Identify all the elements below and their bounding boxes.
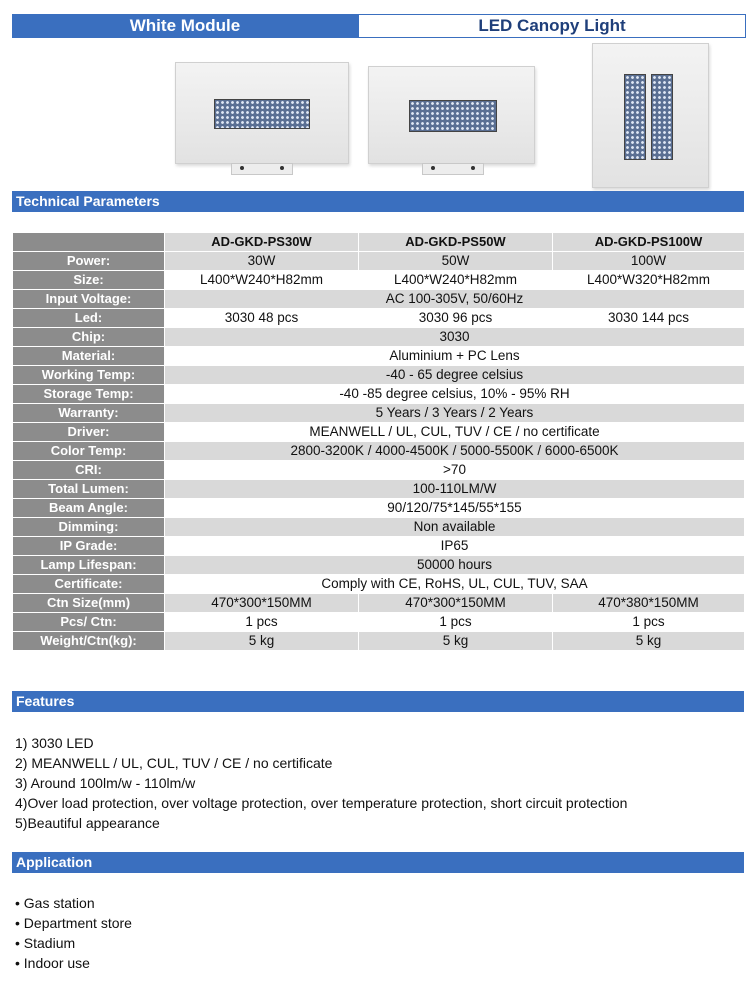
row-label: Ctn Size(mm)	[13, 594, 165, 613]
list-item: 4)Over load protection, over voltage protection, over temperature protection, short circuit protection	[15, 795, 628, 811]
table-cell: 3030 48 pcs	[165, 309, 359, 328]
table-cell: AC 100-305V, 50/60Hz	[165, 290, 745, 309]
row-label: Certificate:	[13, 575, 165, 594]
table-cell: 1 pcs	[359, 613, 553, 632]
table-cell: 5 kg	[553, 632, 745, 651]
led-canopy-light-title: LED Canopy Light	[358, 14, 746, 38]
table-row	[13, 575, 745, 594]
table-cell: 470*300*150MM	[165, 594, 359, 613]
row-label: Driver:	[13, 423, 165, 442]
table-cell: IP65	[165, 537, 745, 556]
table-cell: 50000 hours	[165, 556, 745, 575]
row-label: Power:	[13, 252, 165, 271]
row-label: Dimming:	[13, 518, 165, 537]
features-heading: Features	[12, 691, 744, 712]
table-cell: L400*W240*H82mm	[359, 271, 553, 290]
row-label: Total Lumen:	[13, 480, 165, 499]
table-cell: 5 kg	[359, 632, 553, 651]
table-row	[13, 499, 745, 518]
row-label: Led:	[13, 309, 165, 328]
table-row	[13, 385, 745, 404]
table-cell: 100W	[553, 252, 745, 271]
table-row	[13, 423, 745, 442]
table-row	[13, 309, 745, 328]
application-list	[15, 893, 132, 973]
table-row	[13, 461, 745, 480]
row-label: Material:	[13, 347, 165, 366]
list-item: • Stadium	[15, 935, 76, 951]
table-row	[13, 328, 745, 347]
model-header: AD-GKD-PS30W	[165, 233, 359, 252]
row-label: CRI:	[13, 461, 165, 480]
led-array-100w-left	[624, 74, 646, 160]
table-cell: L400*W320*H82mm	[553, 271, 745, 290]
table-row	[13, 252, 745, 271]
table-cell: L400*W240*H82mm	[165, 271, 359, 290]
table-cell: 470*300*150MM	[359, 594, 553, 613]
table-cell: 50W	[359, 252, 553, 271]
table-cell: 90/120/75*145/55*155	[165, 499, 745, 518]
features-list	[15, 733, 627, 833]
table-row	[13, 480, 745, 499]
list-item: • Department store	[15, 915, 132, 931]
technical-parameters-heading: Technical Parameters	[12, 191, 744, 212]
row-label: Storage Temp:	[13, 385, 165, 404]
spec-table	[12, 232, 745, 651]
table-cell: 470*380*150MM	[553, 594, 745, 613]
application-heading: Application	[12, 852, 744, 873]
list-item: 5)Beautiful appearance	[15, 815, 160, 831]
top-header	[12, 14, 744, 38]
table-cell: MEANWELL / UL, CUL, TUV / CE / no certificate	[165, 423, 745, 442]
table-cell: Comply with CE, RoHS, UL, CUL, TUV, SAA	[165, 575, 745, 594]
table-cell: 3030 144 pcs	[553, 309, 745, 328]
table-cell: 1 pcs	[165, 613, 359, 632]
table-cell: 30W	[165, 252, 359, 271]
row-label: Size:	[13, 271, 165, 290]
row-label: Color Temp:	[13, 442, 165, 461]
white-module-title: White Module	[12, 14, 358, 38]
row-label: Working Temp:	[13, 366, 165, 385]
list-item: • Indoor use	[15, 955, 90, 971]
table-row	[13, 613, 745, 632]
table-cell: 1 pcs	[553, 613, 745, 632]
list-item: 1) 3030 LED	[15, 735, 94, 751]
table-cell: 3030 96 pcs	[359, 309, 553, 328]
list-item: 2) MEANWELL / UL, CUL, TUV / CE / no certificate	[15, 755, 333, 771]
product-image-30w	[175, 62, 349, 164]
table-row	[13, 442, 745, 461]
row-label: IP Grade:	[13, 537, 165, 556]
table-cell: -40 -85 degree celsius, 10% - 95% RH	[165, 385, 745, 404]
row-label: Input Voltage:	[13, 290, 165, 309]
spec-table-body	[13, 252, 745, 651]
row-label: Lamp Lifespan:	[13, 556, 165, 575]
table-cell: -40 - 65 degree celsius	[165, 366, 745, 385]
table-row	[13, 347, 745, 366]
table-cell: 5 kg	[165, 632, 359, 651]
model-header: AD-GKD-PS100W	[553, 233, 745, 252]
table-row	[13, 594, 745, 613]
table-cell: Aluminium + PC Lens	[165, 347, 745, 366]
table-cell: Non available	[165, 518, 745, 537]
model-header: AD-GKD-PS50W	[359, 233, 553, 252]
table-row	[13, 537, 745, 556]
product-image-50w	[368, 66, 535, 164]
table-header-row	[13, 233, 745, 252]
row-label: Warranty:	[13, 404, 165, 423]
table-cell: 2800-3200K / 4000-4500K / 5000-5500K / 6000-6500K	[165, 442, 745, 461]
table-cell: >70	[165, 461, 745, 480]
row-label: Pcs/ Ctn:	[13, 613, 165, 632]
table-cell: 5 Years / 3 Years / 2 Years	[165, 404, 745, 423]
list-item: • Gas station	[15, 895, 95, 911]
row-label: Chip:	[13, 328, 165, 347]
table-row	[13, 632, 745, 651]
row-label: Weight/Ctn(kg):	[13, 632, 165, 651]
table-row	[13, 404, 745, 423]
table-row	[13, 290, 745, 309]
table-row	[13, 366, 745, 385]
row-label: Beam Angle:	[13, 499, 165, 518]
table-row	[13, 556, 745, 575]
led-array-50w	[409, 100, 497, 132]
list-item: 3) Around 100lm/w - 110lm/w	[15, 775, 196, 791]
product-image-100w	[592, 43, 709, 188]
table-cell: 100-110LM/W	[165, 480, 745, 499]
led-array-100w-right	[651, 74, 673, 160]
table-row	[13, 271, 745, 290]
table-cell: 3030	[165, 328, 745, 347]
table-corner	[13, 233, 165, 252]
table-row	[13, 518, 745, 537]
led-array-30w	[214, 99, 310, 129]
